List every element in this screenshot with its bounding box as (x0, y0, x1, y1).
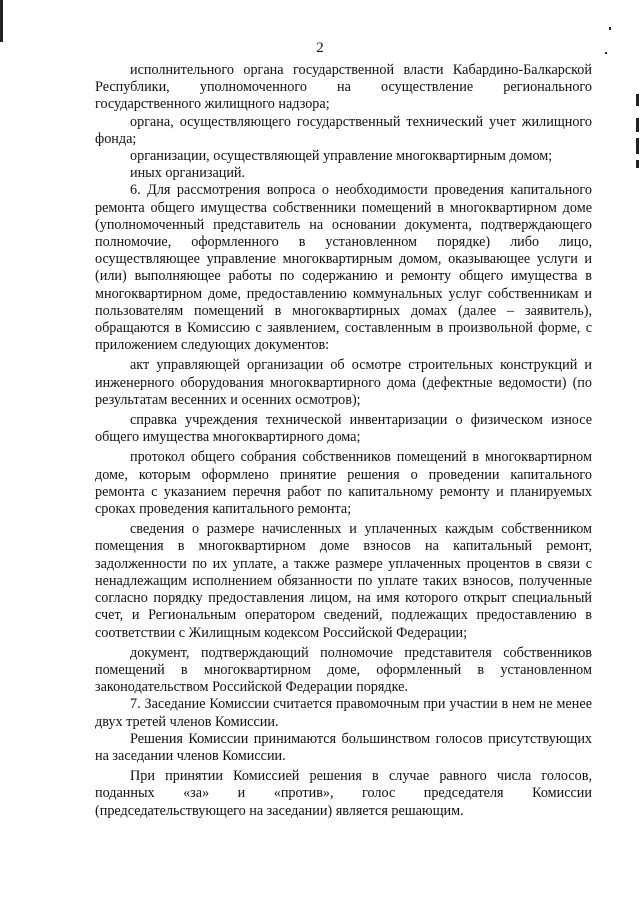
paragraph: исполнительного органа государственной власти Кабардино-Балкарской Республики, уполномоченного на осуществление регионального государственного жилищного надзора; (95, 62, 592, 113)
paragraph: При принятии Комиссией решения в случае равного числа голосов, поданных «за» и «против», голос председателя Комиссии (председательствующего на заседании) является решающим. (95, 768, 592, 819)
scan-edge-mark-right-3 (636, 138, 639, 154)
scan-edge-mark-right-2 (636, 118, 639, 132)
paragraph: протокол общего собрания собственников помещений в многоквартирном доме, которым оформлено принятие решения о проведении капитального ремонта с указанием перечня работ по капитальному ремонту и планируемых сроках проведения капитального ремонта; (95, 449, 592, 518)
document-body (95, 62, 592, 820)
paragraph: сведения о размере начисленных и уплаченных каждым собственником помещения в многоквартирном доме взносов на капитальный ремонт, задолженности по их уплате, а также размере уплаченных процентов в связи с ненадлежащим исполнением обязанности по уплате таких взносов, полученные согласно порядку предоставления лицом, на имя которого открыт специальный счет, и Региональным оператором сведений, подлежащих предоставлению в соответствии с Жилищным кодексом Российской Федерации; (95, 521, 592, 641)
paragraph: документ, подтверждающий полномочие представителя собственников помещений в многоквартирном доме, оформленный в установленном законодательством Российской Федерации порядке. (95, 644, 592, 696)
paragraph: справка учреждения технической инвентаризации о физическом износе общего имущества многоквартирного дома; (95, 412, 592, 446)
paragraph: 7. Заседание Комиссии считается правомочным при участии в нем не менее двух третей членов Комиссии. (95, 696, 592, 730)
paragraph: организации, осуществляющей управление многоквартирным домом; (130, 148, 553, 165)
scan-edge-mark-right-4 (636, 160, 639, 168)
paragraph: Решения Комиссии принимаются большинством голосов присутствующих на заседании членов Комиссии. (95, 730, 592, 764)
scan-edge-mark-right-top (609, 27, 611, 30)
paragraph: органа, осуществляющего государственный технический учет жилищного фонда; (95, 113, 592, 147)
paragraph: иных организаций. (130, 165, 246, 182)
scan-edge-mark-right-1 (636, 94, 639, 106)
paragraph: 6. Для рассмотрения вопроса о необходимости проведения капитального ремонта общего имущества собственники помещений в многоквартирном доме (уполномоченный представитель на основании документа, подтверждающего полномочие, оформленного в установленном порядке) либо лицо, осуществляющее управление многоквартирным домом, оказывающее услуги и (или) выполняющее работы по содержанию и ремонту общего имущества в многоквартирном доме, предоставлению коммунальных услуг собственникам и пользователям помещений в многоквартирных домах (далее – заявитель), обращаются в Комиссию с заявлением, составленным в произвольной форме, с приложением следующих документов: (95, 182, 592, 354)
page-number: 2 (316, 40, 324, 56)
paragraph: акт управляющей организации об осмотре строительных конструкций и инженерного оборудования многоквартирного дома (дефектные ведомости) (по результатам весенних и осенних осмотров); (95, 357, 592, 408)
scan-edge-mark-left (0, 0, 3, 42)
